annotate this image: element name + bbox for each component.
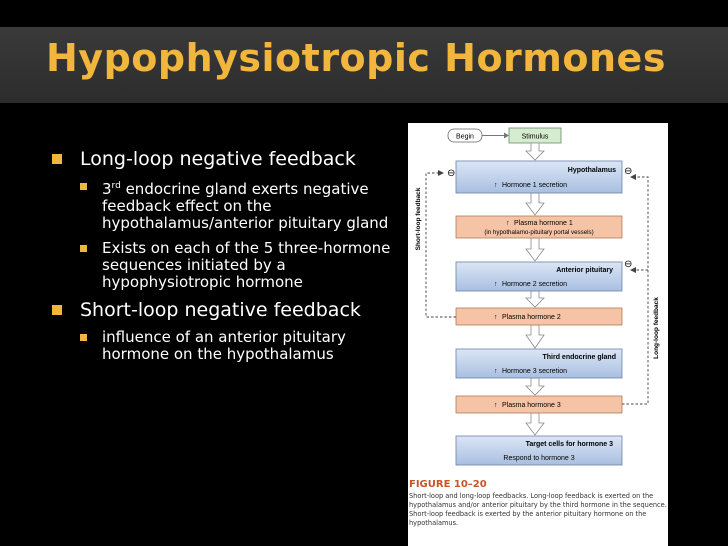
short-loop-minus-icon: ⊖ xyxy=(447,168,456,179)
bullet-marker-icon xyxy=(52,305,62,315)
begin-label: Begin xyxy=(456,133,474,141)
arrow-3 xyxy=(526,238,544,261)
arrow-7 xyxy=(526,413,544,435)
sub-bullet-five-sequences xyxy=(52,240,397,291)
hormone2-secretion-label: Hormone 2 secretion xyxy=(502,281,567,288)
bullet-marker-icon xyxy=(80,183,87,190)
plasma-hormone1-label: Plasma hormone 1 xyxy=(514,220,573,227)
begin-arrowhead xyxy=(504,133,509,139)
sub-bullet-text: 3 xyxy=(102,180,112,198)
long-loop-label: Long-loop feedback xyxy=(653,297,660,359)
up-arrow-icon: ↑ xyxy=(494,182,498,189)
long-loop-minus-icon: ⊖ xyxy=(624,166,633,177)
up-arrow-icon: ↑ xyxy=(494,402,498,409)
figure-caption xyxy=(409,479,667,528)
portal-vessels-label: (in hypothalamo-pituitary portal vessels) xyxy=(484,229,594,236)
arrow-5 xyxy=(526,325,544,348)
arrow-6 xyxy=(526,378,544,395)
sub-bullet-text: Exists on each of the 5 three-hormone sequences initiated by a hypophysiotropic hormone xyxy=(102,239,391,291)
bullet-text: Short-loop negative feedback xyxy=(80,299,361,321)
sub-bullet-text-cont: endocrine gland exerts negative feedback effect on the hypothalamus/anterior pituitary gland xyxy=(102,180,389,232)
hypothalamus-label: Hypothalamus xyxy=(567,167,616,174)
stimulus-label: Stimulus xyxy=(521,133,549,141)
bullet-marker-icon xyxy=(80,334,87,341)
caption-text: Short-loop and long-loop feedbacks. Long-loop feedback is exerted on the hypothalamus and/or anterior pituitary by the third hormone in the sequence. Short-loop feedback is exerted by the anterior pituitary hormone on the hypothalamus. xyxy=(409,492,667,528)
bullet-marker-icon xyxy=(80,245,87,252)
bullet-long-loop xyxy=(52,148,397,170)
up-arrow-icon: ↑ xyxy=(494,281,498,288)
hormone3-secretion-label: Hormone 3 secretion xyxy=(502,368,567,375)
feedback-diagram xyxy=(408,123,668,479)
arrow-1 xyxy=(526,143,544,160)
hormone1-secretion-label: Hormone 1 secretion xyxy=(502,182,567,189)
up-arrow-icon: ↑ xyxy=(494,314,498,321)
bullet-short-loop xyxy=(52,299,397,321)
target-cells-label: Target cells for hormone 3 xyxy=(525,441,613,448)
respond-label: Respond to hormone 3 xyxy=(503,455,575,462)
superscript: rd xyxy=(111,181,121,191)
slide-title: Hypophysiotropic Hormones xyxy=(46,36,666,80)
bullet-text: Long-loop negative feedback xyxy=(80,148,356,170)
short-loop-path xyxy=(426,173,456,317)
bullet-list xyxy=(52,148,397,371)
long-loop-minus-icon-2: ⊖ xyxy=(624,259,633,270)
bullet-marker-icon xyxy=(52,154,62,164)
third-gland-label: Third endocrine gland xyxy=(542,354,616,361)
sub-bullet-text: influence of an anterior pituitary hormone on the hypothalamus xyxy=(102,328,346,363)
short-loop-label: Short-loop feedback xyxy=(415,187,422,251)
sub-bullet-third-gland xyxy=(52,178,397,232)
arrow-2 xyxy=(526,193,544,215)
anterior-pituitary-label: Anterior pituitary xyxy=(556,267,613,274)
arrow-4 xyxy=(526,291,544,307)
long-loop-path xyxy=(622,177,648,404)
sub-bullet-anterior-pituitary xyxy=(52,329,397,363)
up-arrow-icon: ↑ xyxy=(506,220,510,227)
plasma-hormone3-label: Plasma hormone 3 xyxy=(502,402,561,409)
up-arrow-icon: ↑ xyxy=(494,368,498,375)
plasma-hormone2-label: Plasma hormone 2 xyxy=(502,314,561,321)
short-loop-arrowhead xyxy=(438,170,444,176)
figure-number: FIGURE 10–20 xyxy=(409,479,487,490)
